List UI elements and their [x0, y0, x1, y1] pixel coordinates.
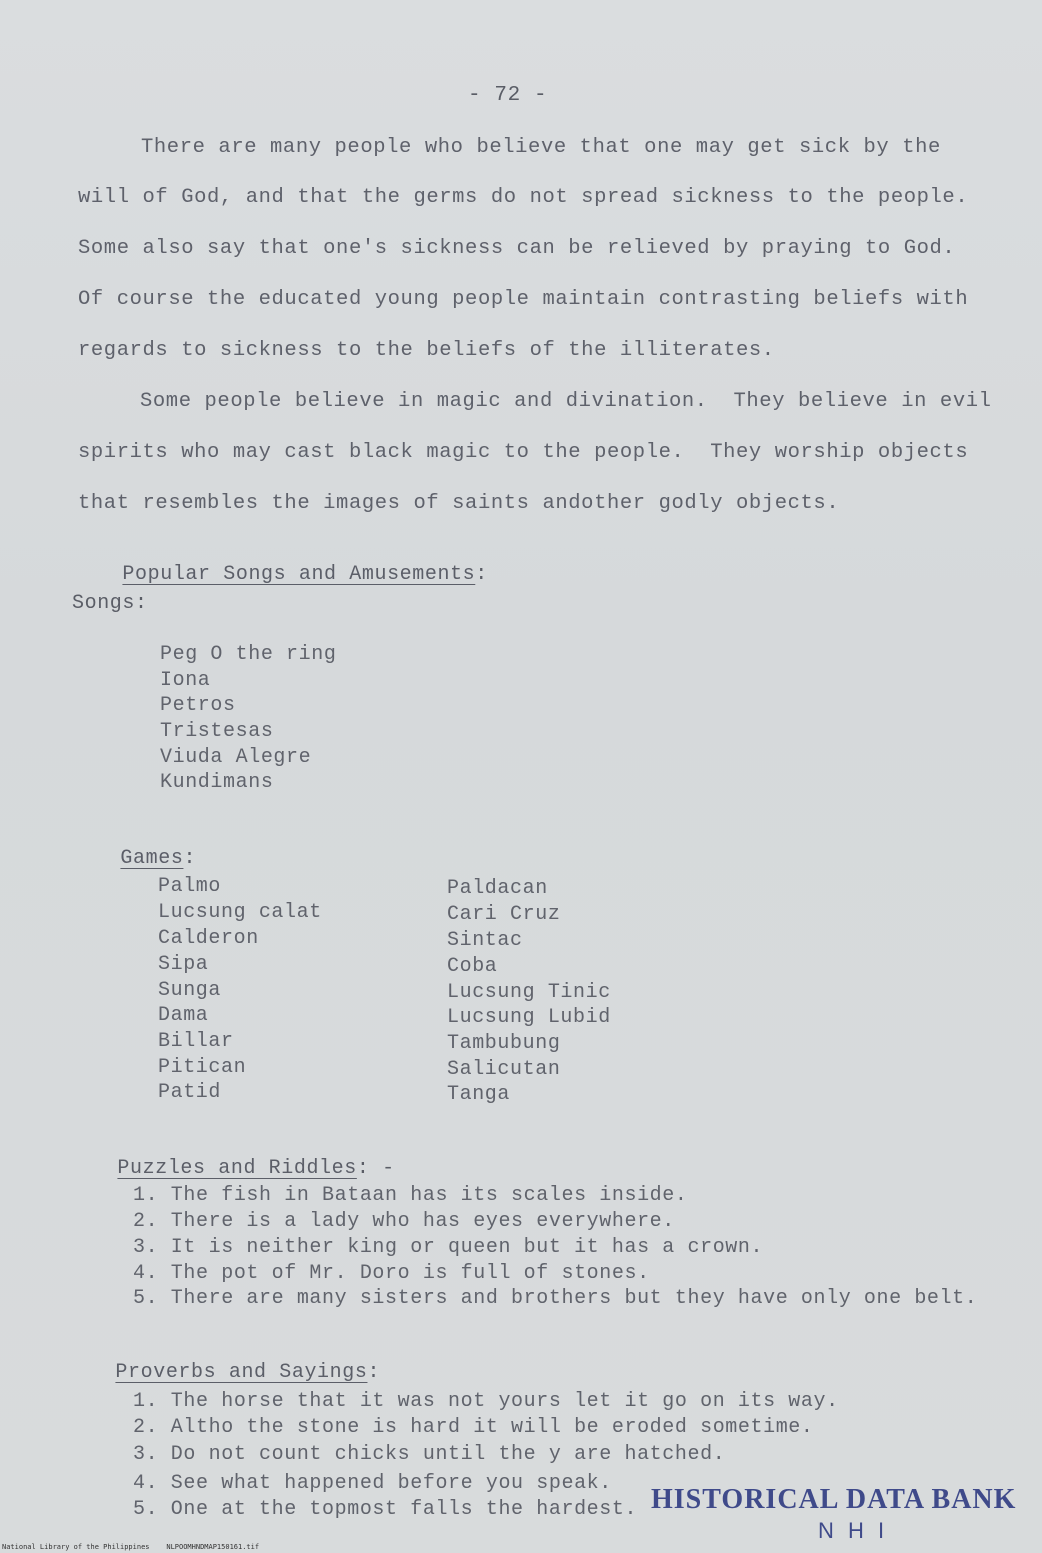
song-item: Kundimans [160, 771, 274, 794]
riddle-item: 5. There are many sisters and brothers but they have only one belt. [133, 1287, 978, 1310]
game-item: Tambubung [447, 1032, 561, 1055]
scan-footer: National Library of the Philippines NLPOOMHNDMAP150161.tif [2, 1543, 260, 1551]
game-item: Sipa [158, 953, 209, 976]
game-item: Patid [158, 1081, 222, 1104]
heading-text: Games [120, 847, 184, 870]
heading-suffix: : [183, 847, 197, 870]
song-item: Petros [160, 694, 236, 717]
song-item: Tristesas [160, 720, 274, 743]
game-item: Lucsung calat [158, 901, 322, 924]
game-item: Paldacan [447, 877, 548, 900]
game-item: Cari Cruz [447, 903, 561, 926]
heading-text: Popular Songs and Amusements [122, 563, 476, 586]
paragraph-line: There are many people who believe that one may get sick by the [141, 136, 941, 159]
heading-text: Puzzles and Riddles [117, 1157, 357, 1180]
song-item: Viuda Alegre [160, 746, 312, 769]
riddle-item: 1. The fish in Bataan has its scales inside. [133, 1184, 688, 1207]
proverb-item: 3. Do not count chicks until the y are hatched. [133, 1443, 726, 1466]
riddle-item: 3. It is neither king or queen but it has a crown. [133, 1236, 764, 1259]
proverb-item: 4. See what happened before you speak. [133, 1472, 612, 1495]
game-item: Dama [158, 1004, 209, 1027]
proverb-item: 5. One at the topmost falls the hardest. [133, 1498, 638, 1521]
paragraph-line: Some also say that one's sickness can be relieved by praying to God. [78, 237, 956, 260]
nhi-stamp: N H I [818, 1518, 889, 1543]
paragraph-line: will of God, and that the germs do not spread sickness to the people. [78, 186, 969, 209]
game-item: Sintac [447, 929, 523, 952]
heading-suffix: : [475, 563, 488, 586]
game-item: Tanga [447, 1083, 511, 1106]
paragraph-line: regards to sickness to the beliefs of the illiterates. [78, 339, 775, 362]
game-item: Palmo [158, 875, 222, 898]
paragraph-line: Some people believe in magic and divination. They believe in evil [140, 390, 992, 413]
game-item: Billar [158, 1030, 234, 1053]
game-item: Lucsung Lubid [447, 1006, 611, 1029]
page-number: - 72 - [468, 84, 548, 107]
proverb-item: 2. Altho the stone is hard it will be eroded sometime. [133, 1416, 814, 1439]
game-item: Lucsung Tinic [447, 981, 611, 1004]
heading-suffix: : - [356, 1157, 395, 1180]
songs-label: Songs: [72, 592, 148, 615]
historical-data-bank-stamp: HISTORICAL DATA BANK [651, 1484, 1017, 1515]
game-item: Coba [447, 955, 498, 978]
game-item: Sunga [158, 979, 222, 1002]
paragraph-line: that resembles the images of saints andother godly objects. [78, 492, 840, 515]
game-item: Pitican [158, 1056, 247, 1079]
paragraph-line: spirits who may cast black magic to the people. They worship objects [78, 441, 969, 464]
song-item: Iona [160, 669, 211, 692]
heading-text: Proverbs and Sayings [115, 1361, 368, 1384]
riddle-item: 4. The pot of Mr. Doro is full of stones. [133, 1262, 650, 1285]
paragraph-line: Of course the educated young people maintain contrasting beliefs with [78, 288, 969, 311]
heading-suffix: : [367, 1361, 381, 1384]
song-item: Peg O the ring [160, 643, 337, 666]
proverb-item: 1. The horse that it was not yours let it go on its way. [133, 1390, 839, 1413]
game-item: Calderon [158, 927, 259, 950]
game-item: Salicutan [447, 1058, 561, 1081]
riddle-item: 2. There is a lady who has eyes everywhere. [133, 1210, 675, 1233]
